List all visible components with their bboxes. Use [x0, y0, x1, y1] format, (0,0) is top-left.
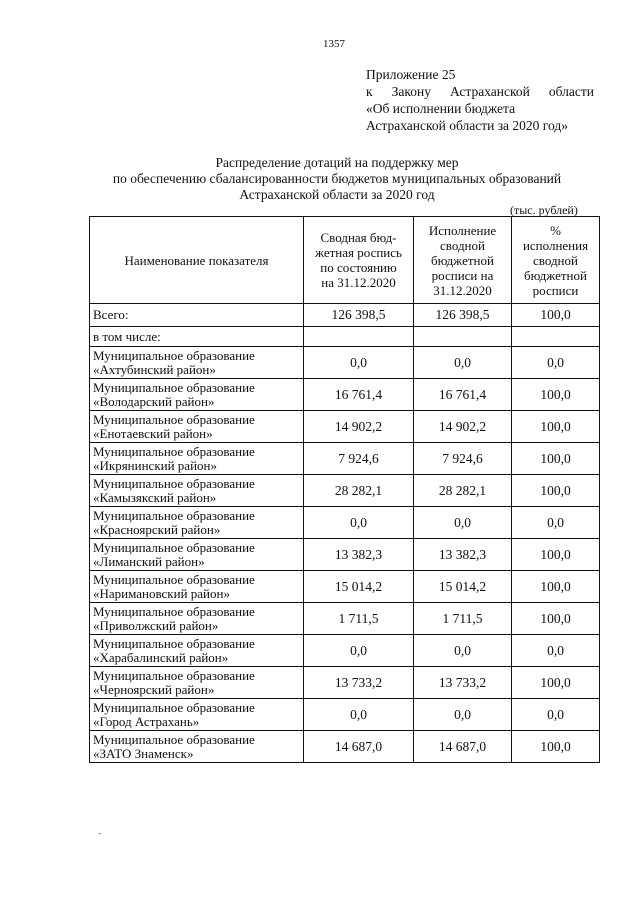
table-row [90, 635, 600, 667]
pct-value: 100,0 [512, 667, 600, 699]
table-row [90, 603, 600, 635]
units-note: (тыс. рублей) [510, 203, 578, 217]
municipality-name-line1: Муниципальное образование [93, 539, 255, 555]
pct-value: 100,0 [512, 475, 600, 507]
col2-line: бюджетной [431, 252, 494, 268]
table-row [90, 379, 600, 411]
exec-value: 0,0 [414, 507, 512, 539]
municipality-name-line2: «Харабалинский район» [93, 649, 229, 665]
table-row [90, 667, 600, 699]
exec-value: 15 014,2 [414, 571, 512, 603]
pct-value: 100,0 [512, 539, 600, 571]
municipality-name-line1: Муниципальное образование [93, 507, 255, 523]
appendix-line-2 [366, 83, 594, 100]
col1-line: по состоянию [320, 260, 397, 275]
exec-value: 14 687,0 [414, 731, 512, 763]
appendix-word: области [548, 84, 594, 99]
municipality-name-line1: Муниципальное образование [93, 571, 255, 587]
header-pct [512, 217, 600, 304]
title-line-1: Распределение дотаций на поддержку мер [215, 155, 459, 170]
col3-line: бюджетной [524, 267, 587, 283]
subsidy-table [89, 216, 600, 763]
table-row [90, 347, 600, 379]
municipality-name [90, 475, 304, 507]
table-row [90, 699, 600, 731]
plan-value: 1 711,5 [304, 603, 414, 635]
col1-line: на 31.12.2020 [321, 275, 396, 290]
plan-value: 14 687,0 [304, 731, 414, 763]
col2-line: 31.12.2020 [433, 282, 492, 298]
municipality-name [90, 443, 304, 475]
plan-value: 13 382,3 [304, 539, 414, 571]
col3-line: % [550, 222, 561, 238]
exec-value: 0,0 [414, 347, 512, 379]
including-label: в том числе: [90, 327, 304, 347]
plan-value: 15 014,2 [304, 571, 414, 603]
appendix-word: к [366, 84, 373, 99]
municipality-name-line1: Муниципальное образование [93, 731, 255, 747]
exec-value: 14 902,2 [414, 411, 512, 443]
municipality-name-line2: «Икрянинский район» [93, 457, 217, 473]
empty-cell [512, 327, 600, 347]
header-plan [304, 217, 414, 304]
col3-line: сводной [533, 252, 578, 268]
municipality-name [90, 379, 304, 411]
exec-value: 7 924,6 [414, 443, 512, 475]
pct-value: 100,0 [512, 379, 600, 411]
municipality-name [90, 667, 304, 699]
exec-value: 0,0 [414, 699, 512, 731]
appendix-line-3: «Об исполнении бюджета [366, 101, 516, 116]
col1-line: Сводная бюд- [320, 230, 397, 245]
title-line-3: Астраханской области за 2020 год [239, 187, 435, 202]
exec-value: 0,0 [414, 635, 512, 667]
plan-value: 0,0 [304, 347, 414, 379]
total-row [90, 304, 600, 327]
municipality-name [90, 347, 304, 379]
pct-value: 100,0 [512, 443, 600, 475]
plan-value: 0,0 [304, 635, 414, 667]
municipality-name-line1: Муниципальное образование [93, 411, 255, 427]
table-row [90, 731, 600, 763]
pct-value: 100,0 [512, 603, 600, 635]
header-name: Наименование показателя [90, 217, 304, 304]
municipality-name [90, 603, 304, 635]
total-pct: 100,0 [512, 304, 600, 327]
empty-cell [414, 327, 512, 347]
col2-line: росписи на [431, 267, 494, 283]
appendix-line-1: Приложение 25 [366, 67, 456, 82]
municipality-name [90, 635, 304, 667]
municipality-name-line2: «Город Астрахань» [93, 713, 200, 729]
appendix-header [366, 66, 594, 134]
pct-value: 0,0 [512, 507, 600, 539]
municipality-name-line1: Муниципальное образование [93, 603, 255, 619]
including-row [90, 327, 600, 347]
municipality-name-line2: «Наримановский район» [93, 585, 230, 601]
table-row [90, 443, 600, 475]
municipality-name-line2: «Приволжский район» [93, 617, 219, 633]
municipality-name-line1: Муниципальное образование [93, 475, 255, 491]
appendix-word: Астраханской [449, 84, 530, 99]
appendix-line-4: Астраханской области за 2020 год» [366, 118, 568, 133]
municipality-name-line2: «Енотаевский район» [93, 425, 213, 441]
municipality-name-line2: «Камызякский район» [93, 489, 217, 505]
plan-value: 13 733,2 [304, 667, 414, 699]
table-header-row [90, 217, 600, 304]
plan-value: 7 924,6 [304, 443, 414, 475]
table-row [90, 507, 600, 539]
plan-value: 14 902,2 [304, 411, 414, 443]
col2-line: Исполнение [428, 222, 497, 238]
plan-value: 28 282,1 [304, 475, 414, 507]
municipality-name-line2: «Красноярский район» [93, 521, 221, 537]
table-row [90, 411, 600, 443]
exec-value: 1 711,5 [414, 603, 512, 635]
total-plan: 126 398,5 [304, 304, 414, 327]
municipality-name [90, 539, 304, 571]
municipality-name-line1: Муниципальное образование [93, 347, 255, 363]
exec-value: 13 382,3 [414, 539, 512, 571]
municipality-name-line2: «Черноярский район» [93, 681, 215, 697]
municipality-name-line1: Муниципальное образование [93, 667, 255, 683]
municipality-name-line2: «Лиманский район» [93, 553, 205, 569]
municipality-name [90, 571, 304, 603]
municipality-name [90, 507, 304, 539]
exec-value: 13 733,2 [414, 667, 512, 699]
table-row [90, 539, 600, 571]
municipality-name-line2: «Ахтубинский район» [93, 361, 216, 377]
municipality-name-line1: Муниципальное образование [93, 635, 255, 651]
appendix-word: Закону [391, 84, 431, 99]
col3-line: росписи [532, 282, 579, 298]
exec-value: 28 282,1 [414, 475, 512, 507]
table-row [90, 475, 600, 507]
total-exec: 126 398,5 [414, 304, 512, 327]
table-row [90, 571, 600, 603]
municipality-name-line2: «Володарский район» [93, 393, 215, 409]
municipality-name [90, 411, 304, 443]
empty-cell [304, 327, 414, 347]
total-label: Всего: [90, 304, 304, 327]
document-title [80, 155, 594, 203]
municipality-name-line1: Муниципальное образование [93, 699, 255, 715]
exec-value: 16 761,4 [414, 379, 512, 411]
plan-value: 16 761,4 [304, 379, 414, 411]
col2-line: сводной [440, 237, 485, 253]
page-number: 1357 [323, 38, 345, 50]
col3-line: исполнения [522, 237, 589, 253]
municipality-name [90, 699, 304, 731]
pct-value: 0,0 [512, 635, 600, 667]
pct-value: 100,0 [512, 411, 600, 443]
title-line-2: по обеспечению сбалансированности бюджетов муниципальных образований [112, 171, 562, 186]
pct-value: 0,0 [512, 699, 600, 731]
municipality-name [90, 731, 304, 763]
pct-value: 100,0 [512, 571, 600, 603]
pct-value: 0,0 [512, 347, 600, 379]
municipality-name-line1: Муниципальное образование [93, 443, 255, 459]
municipality-name-line1: Муниципальное образование [93, 379, 255, 395]
plan-value: 0,0 [304, 699, 414, 731]
header-exec [414, 217, 512, 304]
pct-value: 100,0 [512, 731, 600, 763]
plan-value: 0,0 [304, 507, 414, 539]
municipality-name-line2: «ЗАТО Знаменск» [93, 745, 194, 761]
col1-line: жетная роспись [315, 245, 402, 260]
scan-speck: - [98, 828, 101, 838]
